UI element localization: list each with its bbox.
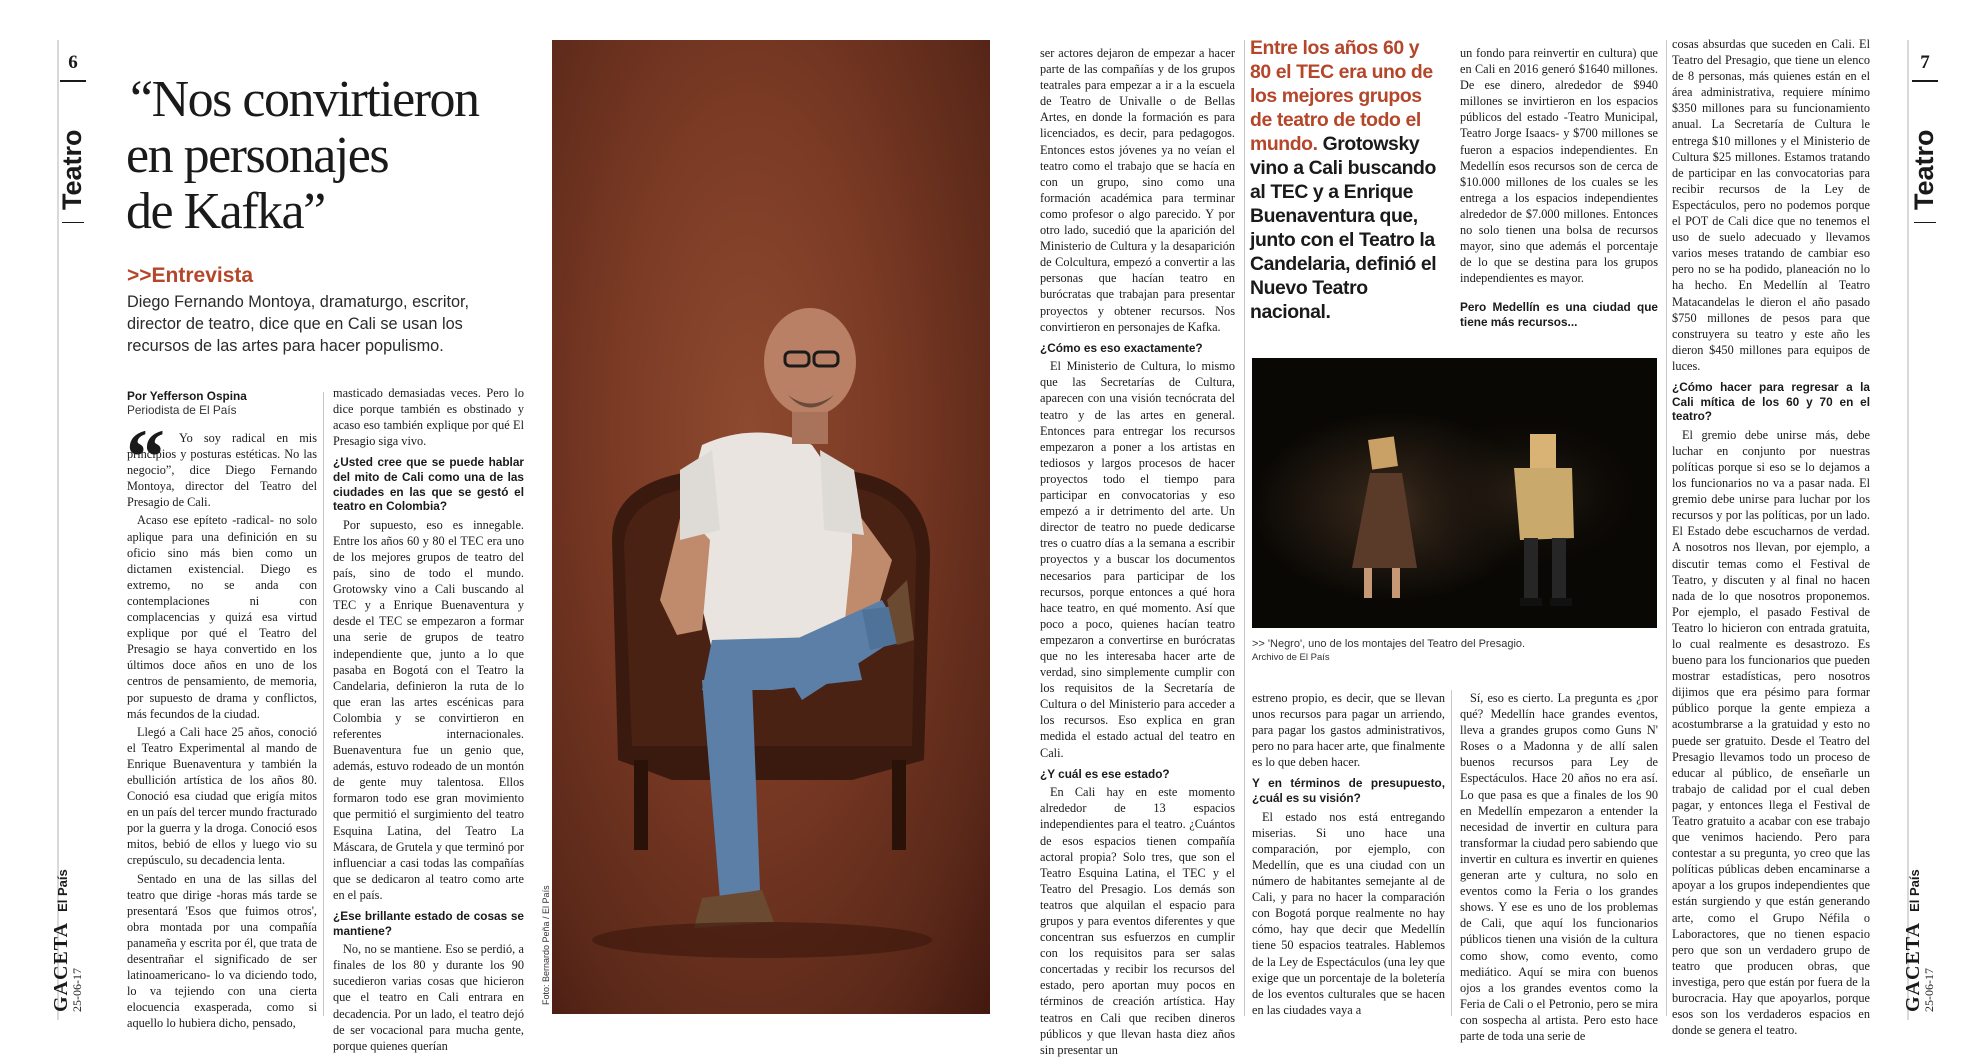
inset-caption-credit: Archivo de El País <box>1252 652 1330 663</box>
inset-caption-main: >> 'Negro', uno de los montajes del Teatro del Presagio. <box>1252 638 1526 650</box>
left-footer-date: 25-06-17 <box>70 968 84 1012</box>
col2-answer-1: Por supuesto, eso es innegable. Entre los años 60 y 80 el TEC era uno de los mejores grupos de teatro del país, sino de todo el mundo. Grotowsky vino a Cali buscando al TEC y a Enrique Buenaventura y desde el TEC se empezaron a formar una serie de grupos de teatro independiente que, junto a lo que pasaba en Bogotá con el Teatro la Candelaria, definieron la ruta de lo que eran las artes escénicas para Colombia y se convirtieron en referentes internacionales. Buenaventura fue un genio que, además, estuvo rodeado de un montón de gente muy talentosa. Ellos formaron todo ese gran movimiento que permitió el surgimiento del teatro Esquina Latina, del Teatro La Máscara, de Grutela y que terminó por influenciar a casi todas las compañías que se dedicaron al teatro como arte en el país. <box>333 517 524 902</box>
theater-scene-illustration <box>1252 358 1657 628</box>
portrait-illustration <box>552 40 990 1014</box>
col2-answer-2: No, no se mantiene. Eso se perdió, a finales de los 80 y durante los 90 sucedieron varias cosas que hicieron que el teatro en Cali entrara en decadencia. Por un lado, el teatro dejó de ser vocacional para mucha gente, porque quienes querían <box>333 942 524 1053</box>
col3-answer-1: El Ministerio de Cultura, lo mismo que las Secretarías de Cultura, aparecen con una visión tecnócrata del teatro y de las artes en general. Entonces para entregar los recursos empezaron a poner a los artistas en tediosos y largos procesos de hacer proyectos todo el tiempo para participar en convocatorias y eso empezó a ir detrimento del arte. Un director de teatro no puede dedicarse tres o cuatro días a la semana a escribir proyectos y a buscar los documentos necesarios para participar de los recursos, porque entonces a qué hora hace teatro, en qué momento. Así que poco a poco, quienes hacían teatro empezaron a convertirse en burócratas que no les interesaba hacer arte de verdad, sino simplemente cumplir con los requisitos de la Secretaría de Cultura o del Ministerio para acceder a los recursos. Eso explica en gran medida el estado actual del teatro en Cali. <box>1040 359 1235 760</box>
deck: Diego Fernando Montoya, dramaturgo, escritor, director de teatro, dice que en Cali se usan los recursos de las artes para hacer populismo. <box>127 293 470 355</box>
quote-mark: “ <box>126 413 165 500</box>
col6-answer-1: El gremio debe unirse más, debe luchar en conjunto por nuestras políticas porque si eso se lo dejamos a los funcionarios no va a pasar nada. El gremio debe unirse para luchar por los recursos y por las políticas, por un lado. El Estado debe escucharnos de verdad. A nosotros nos llevan, por ejemplo, a discutir temas como el Festival de Teatro, y discuten y al final no hacen nada de lo que nosotros proponemos. Por ejemplo, el pasado Festival de Teatro lo hicieron con entrada gratuita, lo cual realmente es desastrozo. Es bueno para los funcionarios que pueden mostrar estadísticas, pero nosotros dijimos que era pésimo para formar público porque la gente empieza a acostumbrarse a la gratuidad y esto no puede ser gratuito. Desde el Teatro del Presagio llevamos todo un proceso de educar al público, de enseñarle un trabajo de calidad por el cual deben pagar, y entonces llega el Festival de Teatro gratuito a acabar con ese trabajo que venimos haciendo. Pero para contestar a su pregunta, yo creo que las políticas públicas deben encaminarse a apoyar a los grupos independientes que están surgiendo y que están generando arte, como el Grupo Néfila o Laboractores, que no tienen espacio pero que son un verdadero grupo de teatro que producen obras, que investiga, pero que están por fuera de la burocracia. Hay que apoyarlos, porque esos son los verdaderos espacios en donde se genera el teatro. <box>1672 427 1870 1038</box>
right-footer-date: 25-06-17 <box>1922 968 1936 1012</box>
column-4 <box>1252 690 1445 1020</box>
right-footer-paper: El País <box>1907 869 1922 912</box>
column-5-lower <box>1460 690 1658 1046</box>
headline <box>126 72 546 240</box>
byline-role: Periodista de El País <box>127 403 237 417</box>
column-rule-3 <box>1244 40 1245 1016</box>
col6-question-1: ¿Cómo hacer para regresar a la Cali mítica de los 60 y 70 en el teatro? <box>1672 379 1870 424</box>
headline-line-1: “Nos convirtieron <box>130 71 479 128</box>
col4-question-1: Y en términos de presupuesto, ¿cuál es su visión? <box>1252 776 1445 806</box>
left-section-rule <box>62 222 84 223</box>
column-2 <box>333 385 524 1056</box>
pull-quote-text <box>1250 37 1436 323</box>
col1-lead-paragraph: Yo soy radical en mis principios y posturas estéticas. No las negocio”, dice Diego Fernando Montoya, director del Teatro del Presagio de Cali. <box>127 431 317 510</box>
col6-paragraph-1: cosas absurdas que suceden en Cali. El Teatro del Presagio, que tiene un elenco de 8 personas, más quienes están en el área administrativa, requiere mínimo $350 millones para su funcionamiento anual. La Secretaría de Cultura le entrega $10 millones y el Ministerio de Cultura $25 millones. Estamos tratando de participar en las convocatorias para recibir recursos de la Ley de Espectáculos, pero no podemos porque el POT de Cali dice que no tenemos el uso de suelo adecuado y llevamos varios meses tratando de cambiar eso pero no se ha podido, planeación no lo ha hecho. En Medellín al Teatro Matacandelas le dieron el año pasado $750 millones de pesos para que construyera su teatro y este año les dieron $450 millones para equipos de luces. <box>1672 37 1870 373</box>
col3-question-1: ¿Cómo es eso exactamente? <box>1040 340 1203 355</box>
right-section-label: Teatro <box>1909 129 1939 210</box>
left-page-number-rule <box>60 80 86 82</box>
left-footer-paper: El País <box>55 869 70 912</box>
headline-line-3: de Kafka” <box>126 183 325 240</box>
col4-paragraph-1: estreno propio, es decir, que se llevan unos recursos para pagar un arriendo, para pagar los gastos administrativos, pero no para hacer arte, que finalmente es lo que deben hacer. <box>1252 691 1445 770</box>
col2-question-1: ¿Usted cree que se puede hablar del mito de Cali como una de las ciudades en las que se gestó el teatro en Colombia? <box>333 455 524 514</box>
col1-paragraph-4: Sentado en una de las sillas del teatro que dirige -horas más tarde se presentará 'Esos que fuimos otros', obra montada por una compañía panameña y escrita por él, que trata de desentrañar el significado de ser latinoamericano- lo va diciendo todo, lo va tejiendo con una cierta elocuencia exasperada, como si aquello lo hubiera dicho, pensado, <box>127 871 317 1031</box>
col2-question-2: ¿Ese brillante estado de cosas se mantiene? <box>333 909 524 938</box>
col1-paragraph-3: Llegó a Cali hace 25 años, conoció el Teatro Experimental al mando de Enrique Buenaventura y también la ebullición artística de los años 80. Conoció esa ciudad que erigía mitos en un país del tercer mundo fracturado por la guerra y la droga. Conoció esos mitos, bebió de ellos y luego vio su crepúsculo, su decadencia lenta. <box>127 724 317 868</box>
col1-paragraph-2: Acaso ese epíteto -radical- no solo aplique para una definición en su oficio sino más bien como un dictamen existencial. Diego es extremo, no se anda con contemplaciones ni con complacencias y quizá esa virtud explique por qué el Teatro del Presagio se haya convertido en los últimos doce años en uno de los centros de pensamiento, de memoria, por supuesto de drama y conflictos, más fecundos de la ciudad. <box>127 513 317 721</box>
col5-paragraph-1: un fondo para reinvertir en cultura) que en Cali en 2016 generó $1640 millones. De ese dinero, alrededor de $940 millones se invirtieron en los espacios públicos del estado -Teatro Municipal, Teatro Jorge Isaacs- y $700 millones se fueron a espacios independientes. En Medellín esos recursos son de cerca de $10.000 millones de los cuales se les entrega a los espacios independientes alrededor de $7.000 millones. Entonces no solo tienen una bolsa de recursos mayor, sino que además el porcentaje de lo que se destina para los grupos independientes es mayor. <box>1460 46 1658 286</box>
col2-paragraph-1: masticado demasiadas veces. Pero lo dice porque también es obstinado y acaso eso también explique por qué El Presagio siga vivo. <box>333 386 524 449</box>
headline-line-2: en personajes <box>126 127 389 184</box>
photo-credit: Foto: Bernardo Peña / El País <box>541 885 551 1005</box>
inset-caption <box>1252 637 1657 665</box>
kicker: >>Entrevista <box>127 264 254 287</box>
column-3 <box>1040 45 1235 1060</box>
col5-answer-1: Sí, eso es cierto. La pregunta es ¿por qué? Medellín hace grandes eventos, lleva a grandes grupos como Guns N' Roses o a Madonna y de allí salen buenos recursos para Ley de Espectáculos. Hace 20 años no era así. Lo que pasa es que a finales de los 90 en Medellín empezaron a entender la necesidad de invertir en cultura para transformar la ciudad pero sabiendo que invertir en cultura es invertir en quienes generan arte y cultura, no solo en eventos como la Feria o los grandes shows. Y ese es uno de los problemas de Cali, que aquí los funcionarios públicos tienen una visión de la cultura como show, como evento, como mediático. Aquí se mira con buenos ojos a los grandes eventos como la Feria de Cali o el Petronio, pero se mira con sospecha al artista. Pero esto hace parte de toda una serie de <box>1460 691 1658 1043</box>
right-footer-brand: GACETA <box>1902 921 1924 1012</box>
column-rule-5 <box>1666 40 1667 1016</box>
main-photo <box>552 40 990 1014</box>
byline-name: Por Yefferson Ospina <box>127 389 247 403</box>
right-section-rule <box>1914 222 1936 223</box>
col5-question-1: Pero Medellín es una ciudad que tiene más recursos... <box>1460 300 1658 329</box>
right-page-number: 7 <box>1920 52 1930 73</box>
column-6 <box>1672 36 1870 1040</box>
pull-quote <box>1250 36 1440 324</box>
column-rule-4 <box>1451 690 1452 1016</box>
column-5 <box>1460 45 1658 333</box>
left-footer-brand: GACETA <box>50 921 72 1012</box>
column-1 <box>126 413 317 1033</box>
inset-photo <box>1252 358 1657 628</box>
left-section-label: Teatro <box>57 129 87 210</box>
col3-answer-2: En Cali hay en este momento alrededor de 13 espacios independientes para el teatro. ¿Cuántos de esos espacios tienen compañía actoral propia? Solo tres, que son el Teatro Esquina Latina, el TEC y el Teatro del Presagio. Los demás son teatros que alquilan el espacio para grupos y para eventos diferentes y que concentran sus esfuerzos en cumplir con los requisitos para ser salas concertadas y recibir los recursos del estado, pero aportan muy pocos en términos de creación artística. Hay teatros en Cali que reciben dineros públicos y que llevan hasta diez años sin presentar un <box>1040 785 1235 1057</box>
col4-answer-1: El estado nos está entregando miserias. Si uno hace una comparación, por ejemplo, con Medellín, que es una ciudad con un número de habitantes semejante al de Cali, y para no hacer la comparación con Bogotá porque realmente no hay cómo, hay que decir que Medellín tiene 50 espacios teatrales. Hablemos de la Ley de Espectáculos (una ley que exige que un porcentaje de la boletería de los eventos culturales que se hacen en las ciudades vaya a <box>1252 809 1445 1017</box>
right-page-number-rule <box>1912 80 1938 82</box>
column-rule-1 <box>323 392 324 1016</box>
left-page-number: 6 <box>68 52 78 73</box>
col3-paragraph-1: ser actores dejaron de empezar a hacer parte de las compañías y de los grupos teatrales para empezar a ir a la escuela de Teatro de Univalle o de Bellas Artes, en donde la formación es para licenciados, es decir, para pedagogos. Entonces estos jóvenes ya no veían el teatro como el trabajo que se hacía en con un grupo, sino como una formación académica para terminar como profesor o algo parecido. Y por otro lado, sucedió que la aparición del Ministerio de Cultura y la desaparición de Colcultura, empezó a convertir a las personas que hacían teatro en burócratas que trabajan para presentar proyectos y obtener recursos. Nos convirtieron en personajes de Kafka. <box>1040 46 1235 334</box>
col3-question-2: ¿Y cuál es ese estado? <box>1040 766 1170 781</box>
pull-quote-accent: Entre los años 60 y 80 el TEC era uno de los mejores grupos de teatro de todo el mundo. <box>1250 37 1433 155</box>
pull-quote-rest: Grotowsky vino a Cali buscando al TEC y a Enrique Buenaventura que, junto con el Teatro la Candelaria, definió el Nuevo Teatro nacional. <box>1250 133 1437 323</box>
